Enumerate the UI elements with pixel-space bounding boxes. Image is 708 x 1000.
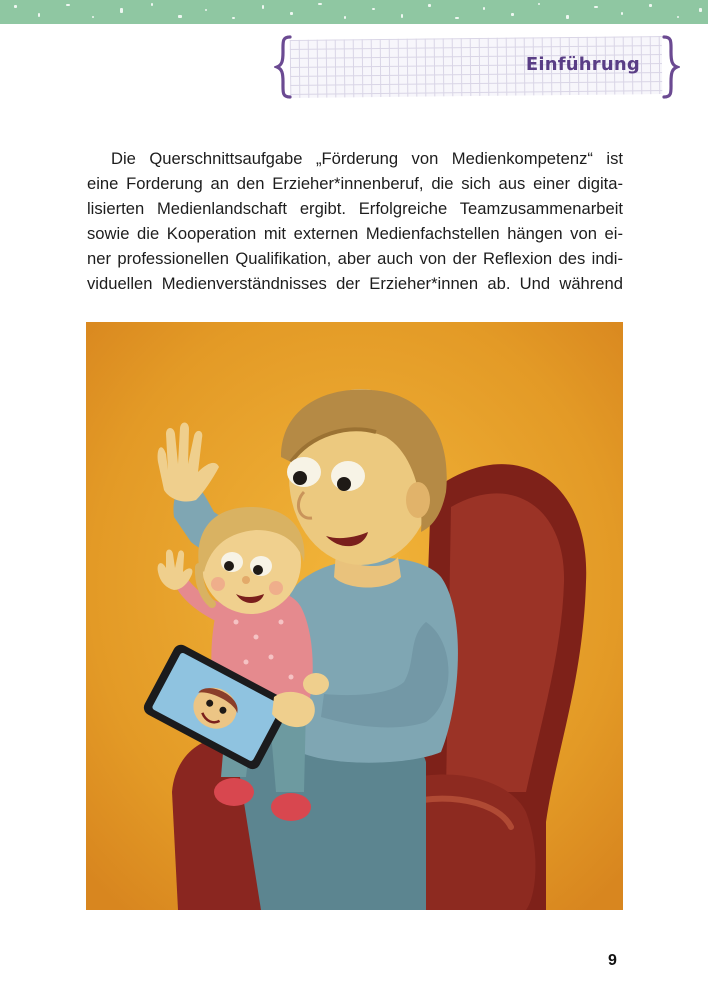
illustration-parent-child-tablet <box>86 322 623 910</box>
top-decorative-band <box>0 0 708 24</box>
section-header-tab <box>278 34 674 100</box>
paragraph-line: lisierten Medienlandschaft ergibt. Erfolgreiche Teamzusammenarbeit <box>87 199 623 218</box>
paragraph-line: eine Forderung an den Erzieher*innenberuf, die sich aus einer digita- <box>87 174 623 193</box>
curly-brace-icon <box>274 34 294 100</box>
intro-paragraph <box>87 146 623 296</box>
paragraph-line: sowie die Kooperation mit externen Medienfachstellen hängen von ei- <box>87 224 623 243</box>
page-number: 9 <box>608 952 617 969</box>
paragraph-line: viduellen Medienverständnisses der Erzieher*innen ab. Und während <box>87 274 623 293</box>
paragraph-line: Die Querschnittsaufgabe „Förderung von Medienkompetenz“ ist <box>111 149 623 168</box>
curly-brace-icon <box>660 34 680 100</box>
paragraph-line: ner professionellen Qualifikation, aber auch von der Reflexion des indi- <box>87 249 623 268</box>
section-title: Einführung <box>525 54 640 75</box>
